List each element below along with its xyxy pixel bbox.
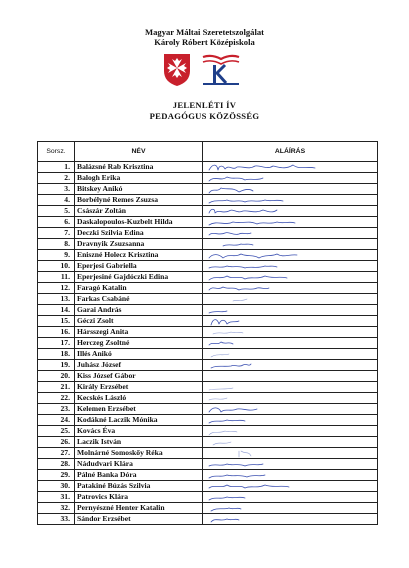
handwritten-signature (203, 184, 378, 195)
handwritten-signature (203, 195, 378, 206)
table-row (38, 228, 378, 239)
table-row (38, 514, 378, 525)
table-row (38, 173, 378, 184)
signature-cell (203, 272, 378, 283)
handwritten-signature (203, 294, 378, 305)
row-number: 28. (38, 459, 75, 470)
signature-cell (203, 195, 378, 206)
row-number: 30. (38, 481, 75, 492)
row-name: Géczi Zsolt (75, 316, 203, 327)
maltese-cross-shield-icon (163, 53, 191, 87)
header-name: NÉV (75, 142, 203, 162)
attendance-table (37, 141, 378, 525)
handwritten-signature (203, 393, 378, 404)
handwritten-signature (203, 360, 378, 371)
row-name: Kecskés László (75, 393, 203, 404)
table-row (38, 437, 378, 448)
signature-cell (203, 338, 378, 349)
row-number: 26. (38, 437, 75, 448)
handwritten-signature (203, 283, 378, 294)
handwritten-signature (203, 481, 378, 492)
signature-cell (203, 503, 378, 514)
row-name: Garai András (75, 305, 203, 316)
table-row (38, 239, 378, 250)
signature-cell (203, 470, 378, 481)
handwritten-signature (203, 250, 378, 261)
signature-cell (203, 415, 378, 426)
row-name: Illés Anikó (75, 349, 203, 360)
row-number: 13. (38, 294, 75, 305)
table-row (38, 250, 378, 261)
signature-cell (203, 349, 378, 360)
row-number: 10. (38, 261, 75, 272)
row-name: Balázsné Rab Krisztina (75, 162, 203, 173)
row-number: 15. (38, 316, 75, 327)
signature-cell (203, 250, 378, 261)
handwritten-signature (203, 415, 378, 426)
table-row (38, 426, 378, 437)
signature-cell (203, 294, 378, 305)
row-number: 19. (38, 360, 75, 371)
row-number: 5. (38, 206, 75, 217)
table-row (38, 382, 378, 393)
signature-cell (203, 305, 378, 316)
row-number: 4. (38, 195, 75, 206)
table-row (38, 371, 378, 382)
signature-cell (203, 261, 378, 272)
row-name: Deczki Szilvia Edina (75, 228, 203, 239)
document-subtitle: PEDAGÓGUS KÖZÖSSÉG (149, 111, 260, 121)
row-name: Pálné Banka Dóra (75, 470, 203, 481)
row-name: Császár Zoltán (75, 206, 203, 217)
table-row (38, 162, 378, 173)
signature-cell (203, 206, 378, 217)
row-name: Pernyészné Henter Katalin (75, 503, 203, 514)
row-number: 7. (38, 228, 75, 239)
table-row (38, 448, 378, 459)
signature-cell (203, 459, 378, 470)
handwritten-signature (203, 514, 378, 525)
handwritten-signature (203, 217, 378, 228)
table-row (38, 481, 378, 492)
row-name: Balogh Erika (75, 173, 203, 184)
table-header-row (38, 142, 378, 162)
row-number: 27. (38, 448, 75, 459)
row-name: Dravnyik Zsuzsanna (75, 239, 203, 250)
row-number: 25. (38, 426, 75, 437)
row-number: 17. (38, 338, 75, 349)
row-name: Kovács Éva (75, 426, 203, 437)
row-number: 23. (38, 404, 75, 415)
table-row (38, 217, 378, 228)
signature-cell (203, 492, 378, 503)
handwritten-signature (203, 448, 378, 459)
handwritten-signature (203, 272, 378, 283)
row-number: 11. (38, 272, 75, 283)
row-name: Farkas Csabáné (75, 294, 203, 305)
row-name: Borbélyné Remes Zsuzsa (75, 195, 203, 206)
signature-cell (203, 327, 378, 338)
signature-cell (203, 316, 378, 327)
table-row (38, 404, 378, 415)
logo-row (0, 53, 409, 87)
row-name: Juhász József (75, 360, 203, 371)
row-number: 24. (38, 415, 75, 426)
signature-cell (203, 173, 378, 184)
table-row (38, 294, 378, 305)
signature-cell (203, 448, 378, 459)
row-number: 32. (38, 503, 75, 514)
handwritten-signature (203, 239, 378, 250)
row-name: Molnárné Somoskőy Réka (75, 448, 203, 459)
row-number: 31. (38, 492, 75, 503)
row-number: 22. (38, 393, 75, 404)
signature-cell (203, 481, 378, 492)
signature-cell (203, 426, 378, 437)
row-name: Eperjesi Gabriella (75, 261, 203, 272)
row-number: 18. (38, 349, 75, 360)
header-number: Sorsz. (38, 142, 75, 162)
row-number: 14. (38, 305, 75, 316)
handwritten-signature (203, 316, 378, 327)
row-number: 16. (38, 327, 75, 338)
table-row (38, 459, 378, 470)
table-row (38, 503, 378, 514)
table-row (38, 393, 378, 404)
organization-name: Magyar Máltai Szeretetszolgálat (145, 27, 264, 37)
row-number: 8. (38, 239, 75, 250)
handwritten-signature (203, 382, 378, 393)
row-name: Laczik István (75, 437, 203, 448)
row-number: 2. (38, 173, 75, 184)
row-name: Daskalopoulos-Kuzbelt Hilda (75, 217, 203, 228)
row-name: Hársszegi Anita (75, 327, 203, 338)
book-logo-icon (200, 53, 242, 87)
table-row (38, 283, 378, 294)
handwritten-signature (203, 349, 378, 360)
signature-cell (203, 404, 378, 415)
row-name: Eperjesiné Gajdóczki Edina (75, 272, 203, 283)
school-name: Károly Róbert Középiskola (154, 37, 255, 47)
handwritten-signature (203, 470, 378, 481)
row-name: Nádudvari Klára (75, 459, 203, 470)
row-name: Patakiné Búzás Szilvia (75, 481, 203, 492)
table-row (38, 415, 378, 426)
signature-cell (203, 382, 378, 393)
table-row (38, 261, 378, 272)
signature-cell (203, 393, 378, 404)
row-name: Faragó Katalin (75, 283, 203, 294)
table-row (38, 327, 378, 338)
row-name: Eniszné Holecz Krisztina (75, 250, 203, 261)
handwritten-signature (203, 228, 378, 239)
row-number: 1. (38, 162, 75, 173)
handwritten-signature (203, 437, 378, 448)
table-row (38, 360, 378, 371)
signature-cell (203, 162, 378, 173)
row-number: 33. (38, 514, 75, 525)
handwritten-signature (203, 404, 378, 415)
handwritten-signature (203, 162, 378, 173)
table-row (38, 492, 378, 503)
row-name: Sándor Erzsébet (75, 514, 203, 525)
signature-cell (203, 371, 378, 382)
row-name: Kelemen Erzsébet (75, 404, 203, 415)
signature-cell (203, 217, 378, 228)
table-row (38, 338, 378, 349)
handwritten-signature (203, 305, 378, 316)
row-name: Bitskey Anikó (75, 184, 203, 195)
row-name: Patrovics Klára (75, 492, 203, 503)
handwritten-signature (203, 261, 378, 272)
signature-cell (203, 283, 378, 294)
row-name: Herczeg Zsoltné (75, 338, 203, 349)
signature-cell (203, 239, 378, 250)
handwritten-signature (203, 338, 378, 349)
row-name: Kiss József Gábor (75, 371, 203, 382)
handwritten-signature (203, 206, 378, 217)
row-number: 29. (38, 470, 75, 481)
row-number: 21. (38, 382, 75, 393)
signature-cell (203, 228, 378, 239)
handwritten-signature (203, 173, 378, 184)
table-row (38, 272, 378, 283)
row-number: 3. (38, 184, 75, 195)
handwritten-signature (203, 459, 378, 470)
handwritten-signature (203, 327, 378, 338)
row-number: 9. (38, 250, 75, 261)
signature-cell (203, 184, 378, 195)
row-number: 6. (38, 217, 75, 228)
handwritten-signature (203, 426, 378, 437)
handwritten-signature (203, 503, 378, 514)
row-number: 12. (38, 283, 75, 294)
handwritten-signature (203, 492, 378, 503)
header-signature: ALÁÍRÁS (203, 142, 378, 162)
table-row (38, 470, 378, 481)
table-row (38, 305, 378, 316)
table-row (38, 184, 378, 195)
table-row (38, 195, 378, 206)
row-name: Király Erzsébet (75, 382, 203, 393)
document-title: JELENLÉTI ÍV (172, 100, 237, 110)
table-row (38, 206, 378, 217)
table-row (38, 349, 378, 360)
row-name: Kodákné Laczik Mónika (75, 415, 203, 426)
row-number: 20. (38, 371, 75, 382)
table-body (38, 162, 378, 525)
signature-cell (203, 437, 378, 448)
signature-cell (203, 360, 378, 371)
table-row (38, 316, 378, 327)
signature-cell (203, 514, 378, 525)
